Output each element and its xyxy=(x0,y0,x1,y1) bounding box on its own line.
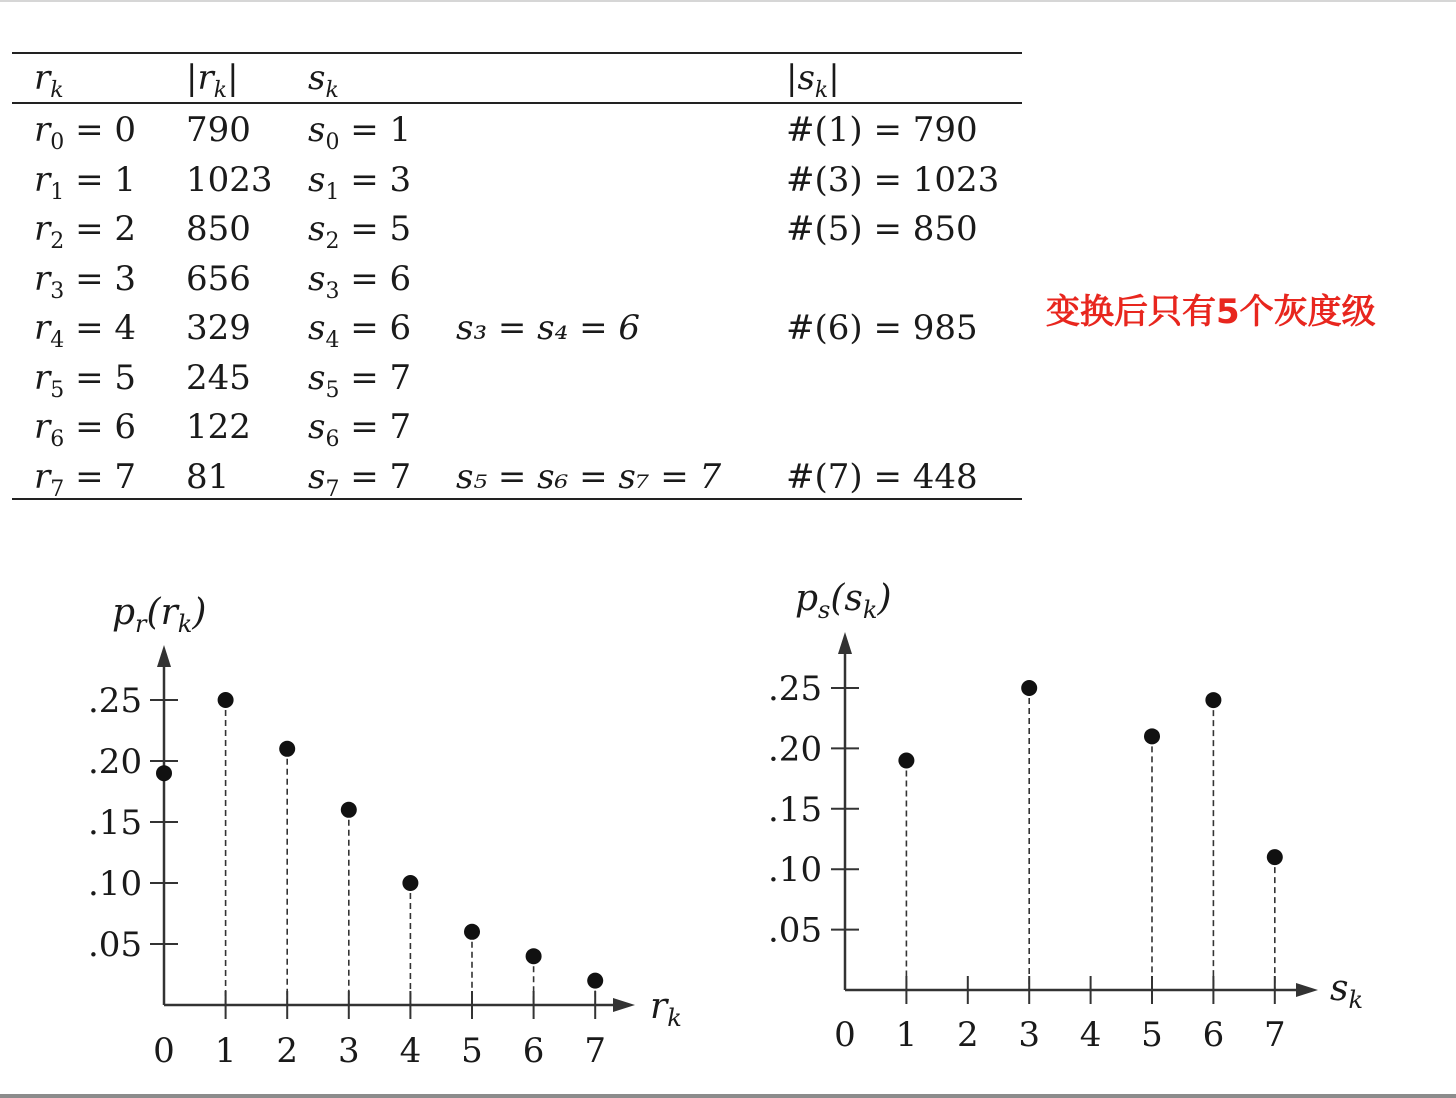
y-tick-label: .20 xyxy=(88,742,143,782)
x-tick-label: 7 xyxy=(584,1031,607,1071)
cell-s: $s_7 = 7$ xyxy=(308,456,412,502)
data-point xyxy=(279,741,295,757)
y-tick-label: .25 xyxy=(768,669,823,709)
x-axis-title: $s_k$ xyxy=(1330,968,1364,1014)
data-point xyxy=(526,948,542,964)
cell-r: $r_1 = 1$ xyxy=(34,159,137,205)
cell-r: $r_6 = 6$ xyxy=(34,407,137,452)
data-point xyxy=(464,924,480,940)
cell-r: $r_5 = 5$ xyxy=(34,357,137,403)
data-point xyxy=(218,692,234,708)
x-tick-label: 4 xyxy=(399,1031,422,1071)
cell-r-count: 81 xyxy=(186,456,230,497)
cell-r-count: 245 xyxy=(186,357,251,398)
data-point xyxy=(1205,692,1221,708)
y-tick-label: .15 xyxy=(88,803,143,843)
y-tick-label: .25 xyxy=(88,681,143,721)
cell-s: $s_4 = 6$ xyxy=(308,308,412,353)
cell-r-count: 850 xyxy=(186,209,251,249)
x-tick-label: 1 xyxy=(214,1031,237,1071)
y-axis-arrow xyxy=(157,645,171,667)
cell-r: $r_2 = 2$ xyxy=(34,209,137,254)
x-tick-label: 0 xyxy=(834,1015,856,1055)
x-tick-label: 1 xyxy=(895,1015,918,1055)
y-axis-title: $p_s(s_k)$ xyxy=(795,578,892,624)
data-point xyxy=(587,973,603,989)
x-tick-label: 2 xyxy=(276,1031,299,1071)
cell-r: $r_7 = 7$ xyxy=(34,456,137,502)
cell-s: $s_0 = 1$ xyxy=(308,110,412,155)
x-tick-label: 6 xyxy=(1202,1015,1225,1055)
cell-r: $r_3 = 3$ xyxy=(34,258,137,304)
cell-s: $s_3 = 6$ xyxy=(308,258,412,304)
cell-s: $s_2 = 5$ xyxy=(308,209,412,254)
y-tick-label: .10 xyxy=(768,850,823,891)
data-point xyxy=(156,765,172,781)
cell-s-count: #(7) = 448 xyxy=(786,456,978,497)
x-tick-label: 6 xyxy=(522,1031,545,1071)
bottom-border xyxy=(0,1094,1456,1098)
cell-r-count: 656 xyxy=(186,258,251,299)
annotation-note: 变换后只有5个灰度级 xyxy=(1046,292,1376,332)
cell-s: $s_6 = 7$ xyxy=(308,407,412,452)
cell-r: $r_4 = 4$ xyxy=(34,308,137,353)
x-tick-label: 2 xyxy=(956,1015,979,1055)
x-axis-arrow xyxy=(613,998,635,1012)
y-axis-arrow xyxy=(838,632,852,654)
x-tick-label: 0 xyxy=(153,1031,175,1071)
data-point xyxy=(341,802,357,818)
y-tick-label: .20 xyxy=(768,729,823,770)
data-point xyxy=(402,875,418,891)
cell-merge: s₅ = s₆ = s₇ = 7 xyxy=(456,456,722,497)
cell-s: $s_5 = 7$ xyxy=(308,357,412,403)
cell-s-count: #(1) = 790 xyxy=(786,110,978,150)
y-axis-title: $p_r(r_k)$ xyxy=(112,592,207,638)
x-tick-label: 3 xyxy=(1018,1015,1041,1055)
x-axis-arrow xyxy=(1296,983,1318,997)
x-tick-label: 4 xyxy=(1079,1015,1102,1055)
data-point xyxy=(1144,728,1160,744)
header-r: $r_k$ xyxy=(34,58,64,103)
y-tick-label: .05 xyxy=(768,910,823,951)
cell-s: $s_1 = 3$ xyxy=(308,159,412,205)
y-tick-label: .05 xyxy=(88,925,143,965)
header-s: $s_k$ xyxy=(308,58,339,103)
data-point xyxy=(1021,680,1037,696)
cell-r: $r_0 = 0$ xyxy=(34,110,137,155)
x-axis-title: $r_k$ xyxy=(650,986,682,1032)
cell-s-count: #(5) = 850 xyxy=(786,209,978,249)
header-r-count: $|r_k|$ xyxy=(186,58,239,103)
data-point xyxy=(1267,849,1283,865)
data-point xyxy=(898,752,914,768)
y-tick-label: .15 xyxy=(768,789,823,830)
cell-r-count: 122 xyxy=(186,407,251,447)
cell-merge: s₃ = s₄ = 6 xyxy=(456,308,640,348)
cell-r-count: 329 xyxy=(186,308,251,348)
header-s-count: $|s_k|$ xyxy=(786,58,840,103)
cell-s-count: #(3) = 1023 xyxy=(786,159,1000,200)
x-tick-label: 5 xyxy=(1141,1015,1163,1055)
x-tick-label: 5 xyxy=(461,1031,483,1071)
x-tick-label: 3 xyxy=(337,1031,360,1071)
x-tick-label: 7 xyxy=(1263,1015,1286,1055)
y-tick-label: .10 xyxy=(88,864,143,904)
cell-r-count: 790 xyxy=(186,110,251,150)
cell-s-count: #(6) = 985 xyxy=(786,308,978,348)
cell-r-count: 1023 xyxy=(186,159,273,200)
